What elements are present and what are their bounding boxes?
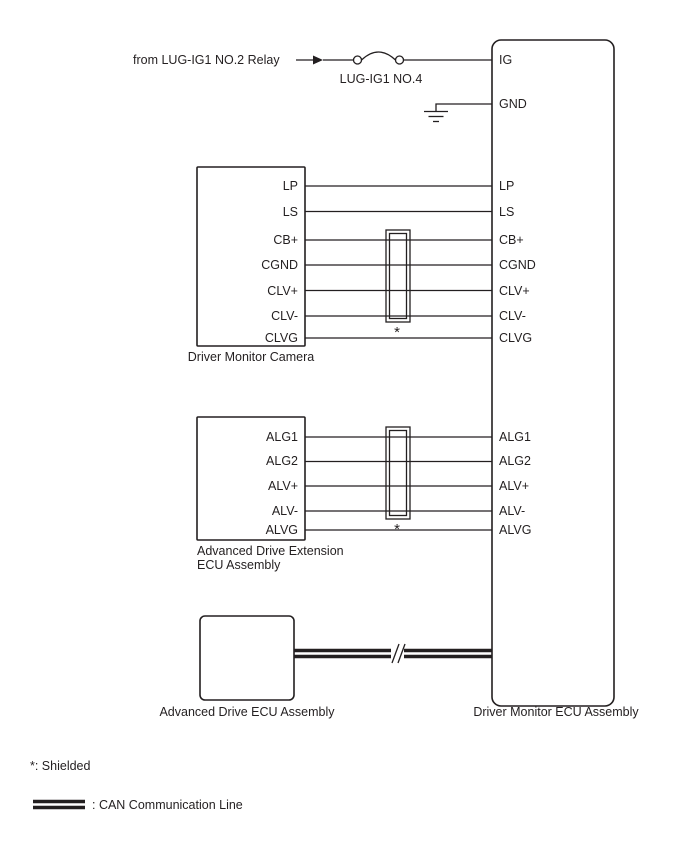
arrow-right-icon — [313, 56, 323, 65]
fuse-icon — [354, 52, 404, 64]
shield-marker-camera: * — [394, 324, 400, 341]
ecu-pin-alvg: ALVG — [499, 523, 532, 537]
ecu-pin-ls: LS — [499, 205, 515, 219]
shield-inner-extension — [390, 431, 407, 516]
ground-icon — [424, 112, 448, 122]
legend-shielded-label: *: Shielded — [30, 759, 91, 773]
camera-pin-clv-minus: CLV- — [271, 309, 298, 323]
ecu-pin-cb-plus: CB+ — [499, 233, 524, 247]
shield-inner-camera — [390, 234, 407, 319]
ecu-pin-clvg: CLVG — [499, 331, 533, 345]
camera-label: Driver Monitor Camera — [187, 350, 315, 364]
ecu-pin-clv-plus: CLV+ — [499, 284, 530, 298]
ecu-pin-alv-plus: ALV+ — [499, 479, 529, 493]
camera-pin-lp: LP — [282, 179, 298, 193]
extension-pin-alv-plus: ALV+ — [268, 479, 298, 493]
power-source-label: from LUG-IG1 NO.2 Relay — [133, 53, 280, 67]
ecu-label: Driver Monitor ECU Assembly — [473, 705, 639, 719]
fuse-terminal-right-icon — [396, 56, 404, 64]
ecu-pin-ig: IG — [499, 53, 513, 67]
drive-ecu-label: Advanced Drive ECU Assembly — [159, 705, 335, 719]
fuse-terminal-left-icon — [354, 56, 362, 64]
shield-icon-extension — [386, 427, 410, 519]
ecu-pin-alv-minus: ALV- — [499, 504, 526, 518]
camera-pin-ls: LS — [282, 205, 298, 219]
shield-marker-extension: * — [394, 521, 400, 538]
extension-label-line1: Advanced Drive Extension — [197, 544, 344, 558]
ecu-pin-cgnd: CGND — [499, 258, 536, 272]
ecu-pin-alg1: ALG1 — [499, 430, 531, 444]
camera-pin-clvg: CLVG — [264, 331, 298, 345]
can-line — [294, 644, 492, 663]
drive-ecu-box — [200, 616, 294, 700]
can-line-legend-icon — [33, 802, 85, 808]
extension-pin-alg1: ALG1 — [266, 430, 298, 444]
camera-pin-cgnd: CGND — [261, 258, 298, 272]
extension-pin-alvg: ALVG — [265, 523, 298, 537]
ecu-box — [492, 40, 614, 706]
ecu-pin-gnd: GND — [499, 97, 527, 111]
shield-icon-camera — [386, 230, 410, 322]
extension-pin-alv-minus: ALV- — [271, 504, 298, 518]
gnd-wire — [436, 104, 492, 111]
extension-label-line2: ECU Assembly — [197, 558, 281, 572]
fuse-element-icon — [362, 52, 396, 60]
camera-pin-clv-plus: CLV+ — [267, 284, 298, 298]
fuse-label: LUG-IG1 NO.4 — [339, 72, 423, 86]
ecu-pin-alg2: ALG2 — [499, 454, 531, 468]
camera-pin-cb-plus: CB+ — [273, 233, 298, 247]
ecu-pin-lp: LP — [499, 179, 515, 193]
legend-can-label: : CAN Communication Line — [92, 798, 243, 812]
ecu-pin-clv-minus: CLV- — [499, 309, 526, 323]
extension-pin-alg2: ALG2 — [266, 454, 298, 468]
